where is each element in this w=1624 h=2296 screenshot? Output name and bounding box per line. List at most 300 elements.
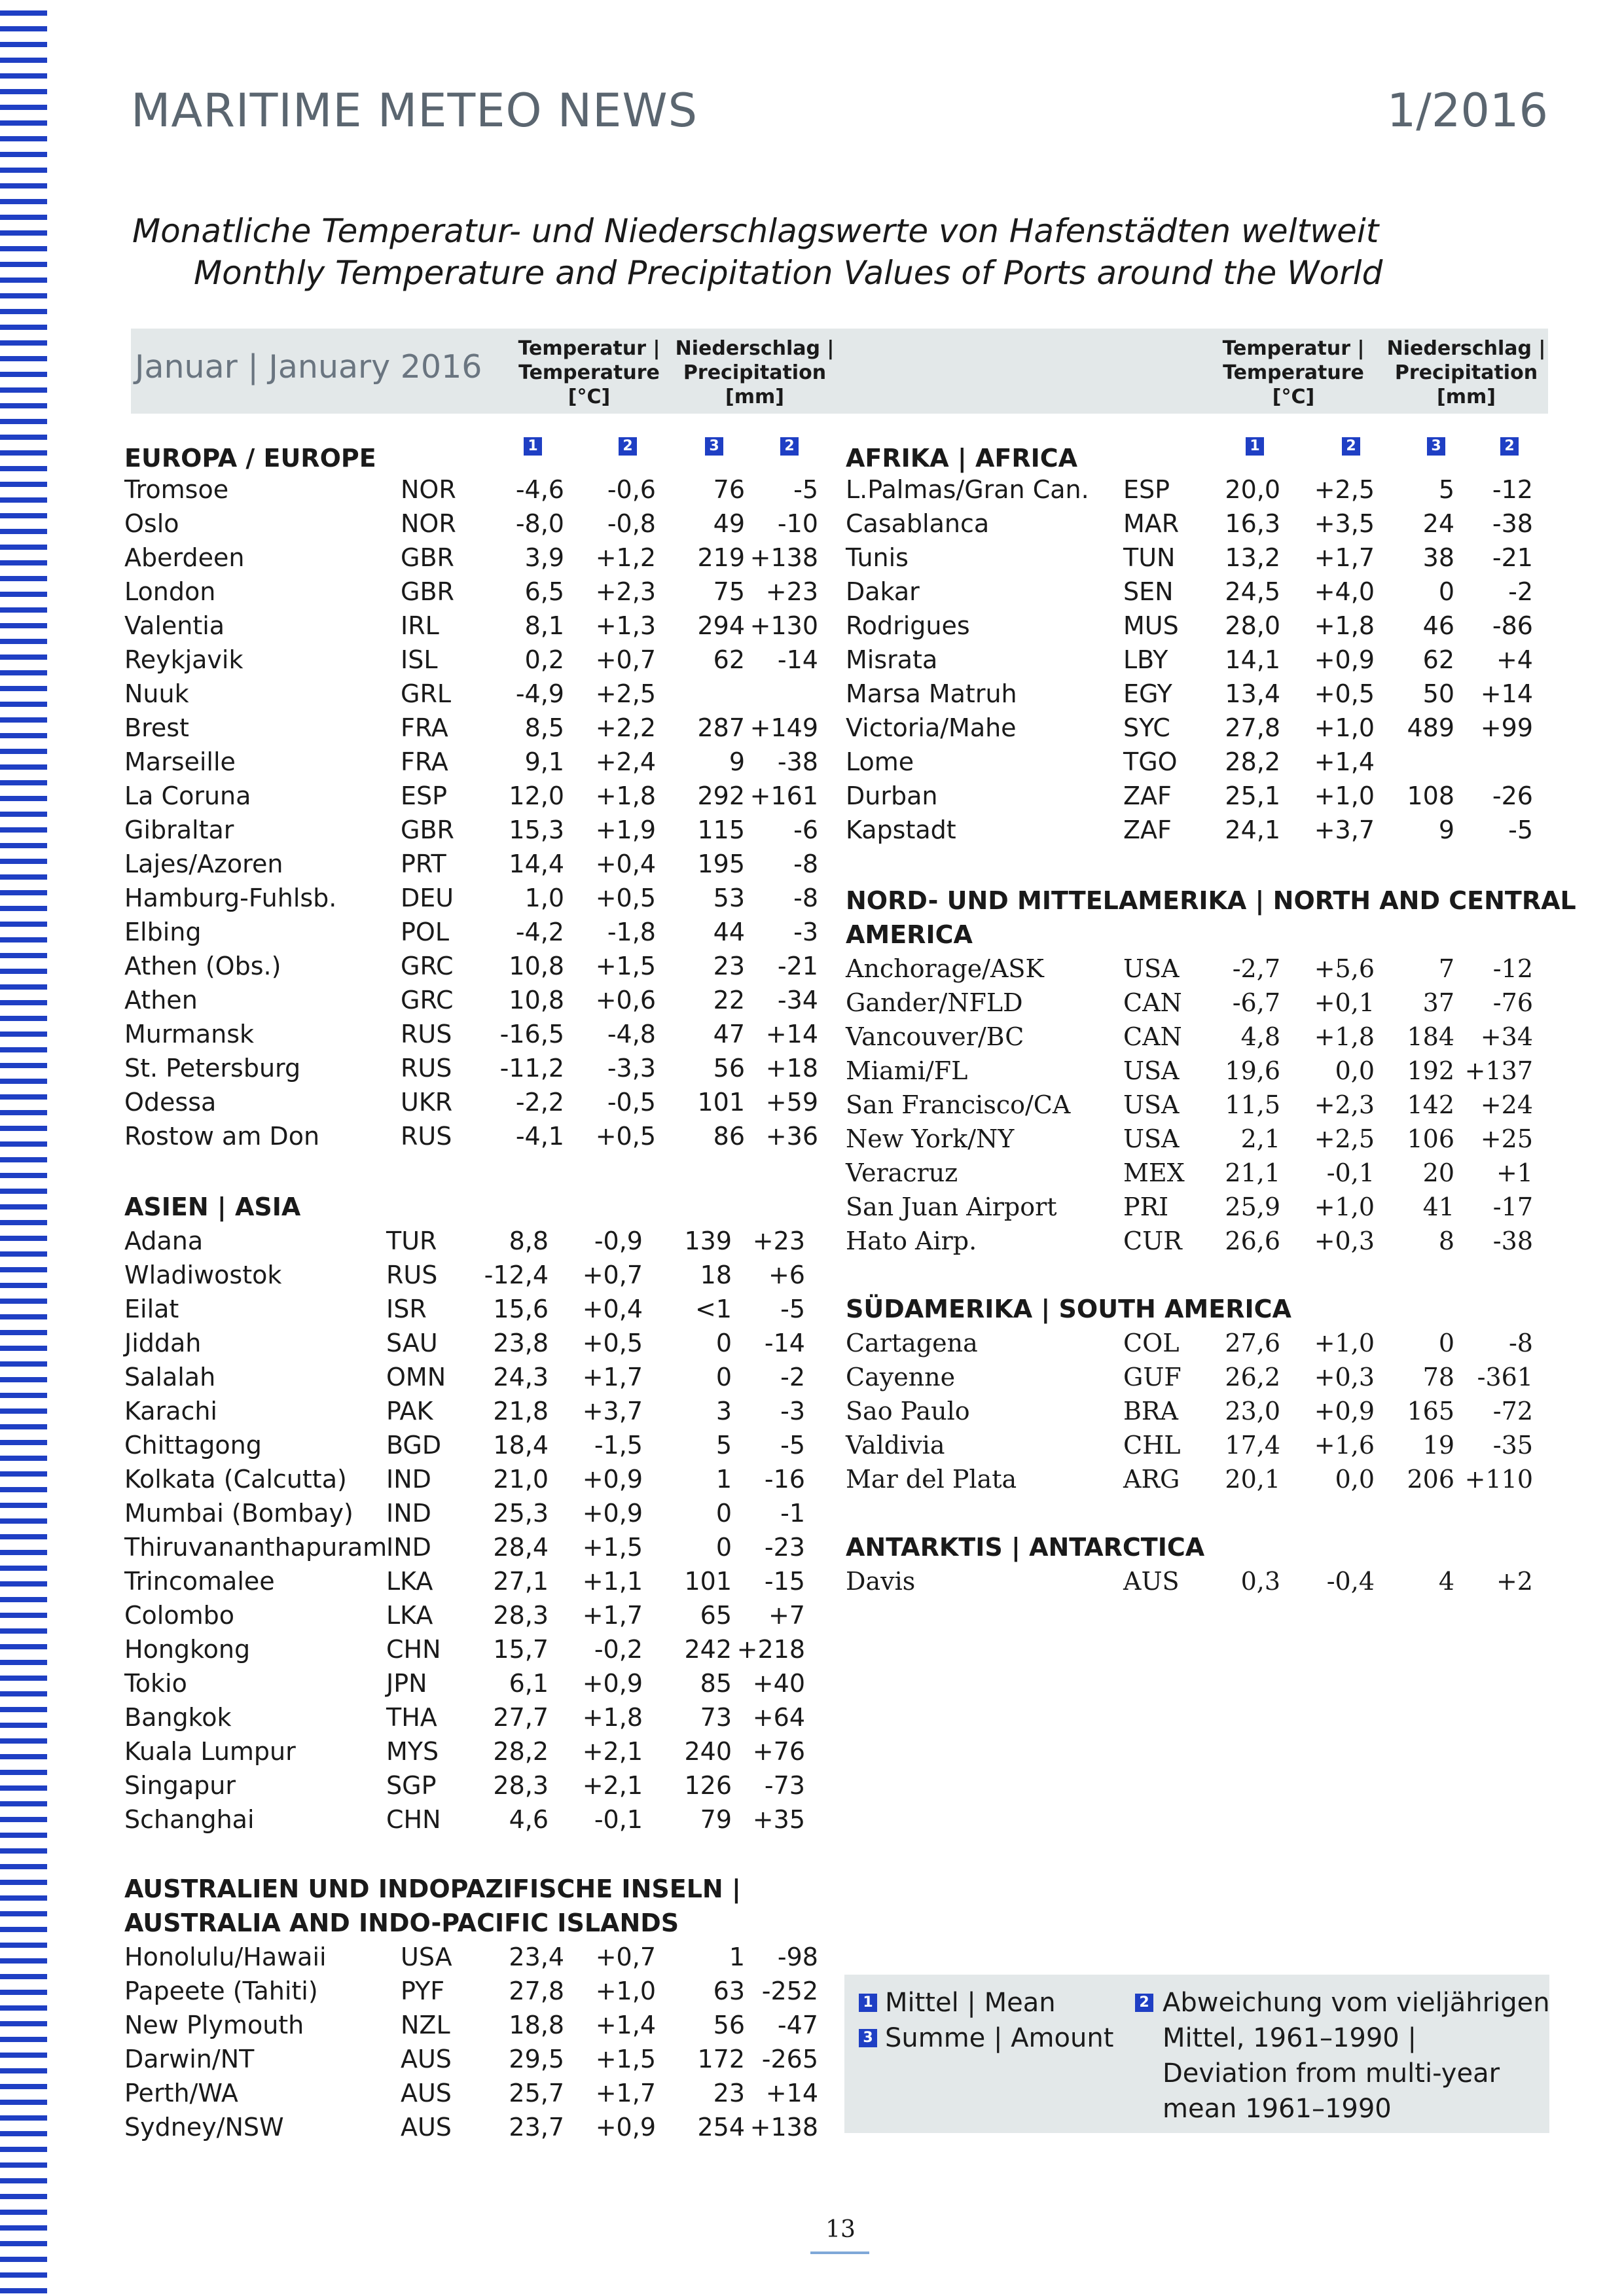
precipitation-deviation: -5: [780, 1295, 805, 1323]
precipitation-column-header-left: [663, 336, 846, 409]
precipitation-deviation: -3: [793, 918, 818, 946]
legend-deviation-line: Abweichung vom vieljährigen: [1163, 1988, 1550, 2018]
country-code: IND: [386, 1465, 431, 1494]
country-code: USA: [401, 1943, 452, 1971]
station-name: Misrata: [846, 645, 938, 674]
country-code: USA: [1123, 1056, 1180, 1085]
issue-number: 1/2016: [1386, 84, 1548, 137]
precipitation-deviation: -38: [1492, 1227, 1533, 1255]
station-name: Nuuk: [124, 679, 189, 708]
country-code: ISL: [401, 645, 438, 674]
country-code: ISR: [386, 1295, 427, 1323]
precipitation-amount: 1: [715, 1465, 732, 1494]
mean-temperature: 15,7: [493, 1635, 549, 1664]
section-title-south-america: SÜDAMERIKA | SOUTH AMERICA: [846, 1295, 1291, 1323]
precipitation-deviation: -8: [1508, 1329, 1533, 1357]
mean-temperature: 4,6: [509, 1805, 549, 1834]
precipitation-amount: 172: [697, 2045, 745, 2073]
station-name: La Coruna: [124, 781, 251, 810]
country-code: ZAF: [1123, 781, 1172, 810]
country-code: OMN: [386, 1363, 446, 1391]
temperature-deviation: +1,5: [582, 1533, 643, 1562]
station-name: Sao Paulo: [846, 1397, 970, 1426]
country-code: NOR: [401, 509, 456, 538]
precipitation-amount: 0: [1438, 1329, 1454, 1357]
station-name: Veracruz: [846, 1158, 958, 1187]
country-code: CUR: [1123, 1227, 1182, 1255]
station-name: Aberdeen: [124, 543, 245, 572]
precipitation-deviation: -86: [1492, 611, 1533, 640]
mean-temperature: 10,8: [509, 952, 564, 980]
precipitation-deviation: +137: [1464, 1056, 1533, 1085]
precipitation-deviation: -16: [764, 1465, 805, 1494]
mean-temperature: -4,9: [515, 679, 564, 708]
precipitation-amount: 75: [713, 577, 745, 606]
precipitation-amount: 101: [697, 1088, 745, 1117]
precipitation-amount: 50: [1422, 679, 1454, 708]
mean-temperature: 27,7: [493, 1703, 549, 1732]
temperature-deviation: +1,8: [1314, 611, 1375, 640]
mean-temperature: 1,0: [524, 884, 564, 912]
mean-temperature: 8,5: [524, 713, 564, 742]
precipitation-amount: 184: [1407, 1022, 1454, 1051]
precipitation-deviation: -34: [777, 986, 818, 1014]
temperature-deviation: +0,9: [1314, 1397, 1375, 1426]
mean-temperature: 11,5: [1225, 1090, 1280, 1119]
section-title-north-america-1: NORD- UND MITTELAMERIKA | NORTH AND CENTRAL: [846, 886, 1576, 915]
precipitation-amount: 101: [684, 1567, 732, 1596]
precipitation-amount: 76: [713, 475, 745, 504]
precipitation-amount: 165: [1407, 1397, 1454, 1426]
country-code: AUS: [1123, 1567, 1180, 1596]
station-name: Hongkong: [124, 1635, 251, 1664]
country-code: GRC: [401, 986, 454, 1014]
precipitation-deviation: +14: [765, 1020, 818, 1049]
country-code: AUS: [401, 2045, 452, 2073]
precipitation-deviation: -12: [1492, 954, 1533, 983]
temp-head-line-2: Temperature: [1223, 361, 1364, 384]
precipitation-amount: 108: [1407, 781, 1454, 810]
temperature-deviation: -0,1: [1326, 1158, 1375, 1187]
badge-mean: 1: [1246, 437, 1264, 456]
temperature-deviation: +0,9: [595, 2113, 656, 2142]
precipitation-amount: 219: [697, 543, 745, 572]
mean-temperature: 8,1: [524, 611, 564, 640]
temperature-deviation: +1,9: [595, 816, 656, 844]
mean-temperature: 21,0: [493, 1465, 549, 1494]
temperature-deviation: +0,6: [595, 986, 656, 1014]
country-code: GUF: [1123, 1363, 1182, 1391]
temperature-deviation: +1,5: [595, 2045, 656, 2073]
station-name: Anchorage/ASK: [846, 954, 1044, 983]
station-name: Salalah: [124, 1363, 216, 1391]
temperature-deviation: +2,2: [595, 713, 656, 742]
mean-temperature: 24,1: [1225, 816, 1280, 844]
station-name: Gibraltar: [124, 816, 234, 844]
temperature-deviation: +1,7: [1314, 543, 1375, 572]
temperature-deviation: +1,7: [582, 1363, 643, 1391]
mean-temperature: 26,2: [1225, 1363, 1280, 1391]
temperature-deviation: +1,0: [595, 1977, 656, 2005]
mean-temperature: 14,4: [509, 850, 564, 878]
precipitation-amount: 8: [1438, 1227, 1454, 1255]
precipitation-deviation: -3: [780, 1397, 805, 1426]
precipitation-amount: 62: [1422, 645, 1454, 674]
country-code: PRT: [401, 850, 446, 878]
precipitation-amount: 86: [713, 1122, 745, 1151]
legend-deviation-line: Deviation from multi-year: [1163, 2058, 1500, 2089]
country-code: ZAF: [1123, 816, 1172, 844]
precipitation-amount: 5: [715, 1431, 732, 1460]
temperature-deviation: -0,5: [607, 1088, 656, 1117]
precipitation-deviation: +130: [749, 611, 818, 640]
precipitation-deviation: +14: [765, 2079, 818, 2108]
temperature-deviation: +0,5: [595, 1122, 656, 1151]
station-name: Victoria/Mahe: [846, 713, 1017, 742]
precipitation-amount: 3: [715, 1397, 732, 1426]
precipitation-amount: 0: [715, 1363, 732, 1391]
temperature-deviation: +3,7: [582, 1397, 643, 1426]
country-code: THA: [386, 1703, 437, 1732]
station-name: Wladiwostok: [124, 1261, 282, 1289]
station-name: Hato Airp.: [846, 1227, 977, 1255]
mean-temperature: 27,8: [509, 1977, 564, 2005]
precipitation-deviation: +25: [1480, 1124, 1533, 1153]
legend-deviation-line: Mittel, 1961–1990 |: [1163, 2023, 1416, 2053]
precipitation-deviation: +110: [1464, 1465, 1533, 1494]
station-name: Colombo: [124, 1601, 234, 1630]
temperature-deviation: -0,9: [594, 1227, 643, 1255]
station-name: Lome: [846, 747, 914, 776]
country-code: SYC: [1123, 713, 1170, 742]
mean-temperature: 18,8: [509, 2011, 564, 2039]
temperature-deviation: +1,2: [595, 543, 656, 572]
temperature-deviation: -1,8: [607, 918, 656, 946]
precipitation-amount: 78: [1422, 1363, 1454, 1391]
mean-temperature: 23,8: [493, 1329, 549, 1357]
temperature-deviation: -0,2: [594, 1635, 643, 1664]
country-code: ESP: [401, 781, 448, 810]
country-code: GBR: [401, 577, 454, 606]
mean-temperature: -2,2: [515, 1088, 564, 1117]
temperature-deviation: +0,3: [1314, 1363, 1375, 1391]
mean-temperature: 23,7: [509, 2113, 564, 2142]
temperature-deviation: -0,6: [607, 475, 656, 504]
country-code: USA: [1123, 1090, 1180, 1119]
mean-temperature: 2,1: [1240, 1124, 1280, 1153]
mean-temperature: -8,0: [515, 509, 564, 538]
precipitation-deviation: -5: [780, 1431, 805, 1460]
mean-temperature: 28,3: [493, 1601, 549, 1630]
precipitation-amount: 79: [700, 1805, 732, 1834]
station-name: St. Petersburg: [124, 1054, 301, 1083]
mean-temperature: -4,6: [515, 475, 564, 504]
country-code: CHN: [386, 1635, 441, 1664]
precipitation-deviation: +36: [765, 1122, 818, 1151]
precipitation-deviation: +4: [1496, 645, 1533, 674]
precipitation-deviation: +14: [1480, 679, 1533, 708]
month-title: Januar | January 2016: [135, 348, 482, 386]
precipitation-amount: 287: [697, 713, 745, 742]
country-code: PYF: [401, 1977, 445, 2005]
country-code: SEN: [1123, 577, 1174, 606]
station-name: Elbing: [124, 918, 202, 946]
precipitation-amount: 23: [713, 2079, 745, 2108]
mean-temperature: 10,8: [509, 986, 564, 1014]
temperature-deviation: +5,6: [1314, 954, 1375, 983]
precipitation-deviation: +99: [1480, 713, 1533, 742]
mean-temperature: -4,2: [515, 918, 564, 946]
precipitation-deviation: -38: [777, 747, 818, 776]
temperature-deviation: +1,8: [1314, 1022, 1375, 1051]
mean-temperature: -6,7: [1232, 988, 1280, 1017]
precipitation-deviation: +149: [749, 713, 818, 742]
temperature-deviation: +1,5: [595, 952, 656, 980]
badge-deviation: 2: [1342, 437, 1360, 456]
country-code: UKR: [401, 1088, 453, 1117]
station-name: Tunis: [846, 543, 909, 572]
precipitation-deviation: +64: [752, 1703, 805, 1732]
precipitation-amount: 242: [684, 1635, 732, 1664]
precipitation-amount: 73: [700, 1703, 732, 1732]
precipitation-deviation: -361: [1477, 1363, 1533, 1391]
station-name: Oslo: [124, 509, 179, 538]
legend-deviation-line: mean 1961–1990: [1163, 2094, 1392, 2124]
station-name: Athen: [124, 986, 198, 1014]
country-code: BGD: [386, 1431, 442, 1460]
precipitation-deviation: -72: [1492, 1397, 1533, 1426]
temperature-deviation: +0,1: [1314, 988, 1375, 1017]
country-code: NOR: [401, 475, 456, 504]
prec-head-line-1: Niederschlag |: [1386, 337, 1546, 360]
precipitation-amount: 19: [1422, 1431, 1454, 1460]
mean-temperature: 6,1: [509, 1669, 549, 1698]
country-code: IRL: [401, 611, 439, 640]
prec-head-line-3: [mm]: [725, 386, 784, 408]
precipitation-amount: 38: [1422, 543, 1454, 572]
country-code: ARG: [1123, 1465, 1180, 1494]
station-name: Singapur: [124, 1771, 236, 1800]
section-title-north-america-2: AMERICA: [846, 920, 973, 949]
precipitation-deviation: -265: [761, 2045, 818, 2073]
precipitation-amount: 7: [1438, 954, 1454, 983]
station-name: Brest: [124, 713, 189, 742]
precipitation-amount: 206: [1407, 1465, 1454, 1494]
temperature-column-header-left: [497, 336, 681, 409]
mean-temperature: 18,4: [493, 1431, 549, 1460]
country-code: MAR: [1123, 509, 1180, 538]
precipitation-amount: 18: [700, 1261, 732, 1289]
station-name: Adana: [124, 1227, 204, 1255]
precipitation-amount: 49: [713, 509, 745, 538]
section-title-europe: EUROPA / EUROPE: [124, 444, 376, 473]
temperature-deviation: +1,8: [582, 1703, 643, 1732]
country-code: GRC: [401, 952, 454, 980]
country-code: RUS: [386, 1261, 438, 1289]
prec-head-line-2: Precipitation: [683, 361, 827, 384]
country-code: LKA: [386, 1567, 433, 1596]
country-code: GBR: [401, 543, 454, 572]
temperature-deviation: +1,4: [595, 2011, 656, 2039]
temperature-deviation: +0,5: [595, 884, 656, 912]
mean-temperature: 14,1: [1225, 645, 1280, 674]
section-title-australia-2: AUSTRALIA AND INDO-PACIFIC ISLANDS: [124, 1909, 679, 1937]
precipitation-amount: 115: [697, 816, 745, 844]
country-code: MYS: [386, 1737, 439, 1766]
precipitation-amount: 4: [1438, 1567, 1454, 1596]
precipitation-deviation: -5: [793, 475, 818, 504]
precipitation-amount: 41: [1422, 1193, 1454, 1221]
precipitation-deviation: -47: [777, 2011, 818, 2039]
temperature-deviation: -3,3: [607, 1054, 656, 1083]
country-code: SAU: [386, 1329, 438, 1357]
station-name: Karachi: [124, 1397, 217, 1426]
temperature-deviation: -1,5: [594, 1431, 643, 1460]
station-name: Valentia: [124, 611, 225, 640]
precipitation-deviation: -73: [764, 1771, 805, 1800]
precipitation-amount: 254: [697, 2113, 745, 2142]
station-name: Miami/FL: [846, 1056, 968, 1085]
precipitation-amount: 195: [697, 850, 745, 878]
prec-head-line-3: [mm]: [1437, 386, 1496, 408]
mean-temperature: 25,7: [509, 2079, 564, 2108]
station-name: Kolkata (Calcutta): [124, 1465, 347, 1494]
precipitation-deviation: -8: [793, 884, 818, 912]
badge-amount: 3: [1427, 437, 1445, 456]
station-name: Kapstadt: [846, 816, 956, 844]
temperature-deviation: +1,8: [595, 781, 656, 810]
section-title-asia: ASIEN | ASIA: [124, 1193, 301, 1221]
precipitation-amount: 65: [700, 1601, 732, 1630]
temperature-column-header-right: [1202, 336, 1385, 409]
mean-temperature: 3,9: [524, 543, 564, 572]
station-name: Vancouver/BC: [846, 1022, 1024, 1051]
precipitation-deviation: -5: [1508, 816, 1533, 844]
country-code: FRA: [401, 747, 448, 776]
precipitation-amount: 22: [713, 986, 745, 1014]
country-code: LBY: [1123, 645, 1168, 674]
mean-temperature: 16,3: [1225, 509, 1280, 538]
precipitation-amount: 23: [713, 952, 745, 980]
precipitation-deviation: -15: [764, 1567, 805, 1596]
page-number: 13: [825, 2216, 856, 2243]
temp-head-line-1: Temperatur |: [518, 337, 660, 360]
mean-temperature: 0,3: [1240, 1567, 1280, 1596]
precipitation-deviation: +1: [1496, 1158, 1533, 1187]
country-code: AUS: [401, 2113, 452, 2142]
mean-temperature: 25,1: [1225, 781, 1280, 810]
station-name: Kuala Lumpur: [124, 1737, 296, 1766]
station-name: Dakar: [846, 577, 920, 606]
temperature-deviation: +0,9: [582, 1499, 643, 1528]
precipitation-deviation: +218: [736, 1635, 805, 1664]
temperature-deviation: -0,1: [594, 1805, 643, 1834]
mean-temperature: -4,1: [515, 1122, 564, 1151]
precipitation-amount: 292: [697, 781, 745, 810]
publication-title: MARITIME METEO NEWS: [131, 84, 698, 137]
country-code: COL: [1123, 1329, 1180, 1357]
station-name: Reykjavik: [124, 645, 244, 674]
country-code: CHL: [1123, 1431, 1181, 1460]
mean-temperature: 0,2: [524, 645, 564, 674]
precipitation-deviation: +24: [1480, 1090, 1533, 1119]
country-code: MEX: [1123, 1158, 1185, 1187]
country-code: IND: [386, 1533, 431, 1562]
temperature-deviation: +2,5: [1314, 475, 1375, 504]
temperature-deviation: +4,0: [1314, 577, 1375, 606]
station-name: Schanghai: [124, 1805, 255, 1834]
country-code: LKA: [386, 1601, 433, 1630]
temperature-deviation: +3,5: [1314, 509, 1375, 538]
precipitation-amount: 56: [713, 2011, 745, 2039]
temperature-deviation: +1,0: [1314, 713, 1375, 742]
precipitation-amount: 0: [715, 1329, 732, 1357]
station-name: Honolulu/Hawaii: [124, 1943, 327, 1971]
prec-head-line-2: Precipitation: [1394, 361, 1538, 384]
temperature-deviation: +0,7: [595, 645, 656, 674]
precipitation-deviation: -2: [1508, 577, 1533, 606]
mean-temperature: 29,5: [509, 2045, 564, 2073]
country-code: USA: [1123, 954, 1180, 983]
mean-temperature: 6,5: [524, 577, 564, 606]
precipitation-deviation: -2: [780, 1363, 805, 1391]
precipitation-deviation: -1: [780, 1499, 805, 1528]
precipitation-amount: 5: [1438, 475, 1454, 504]
country-code: IND: [386, 1499, 431, 1528]
station-name: Mar del Plata: [846, 1465, 1017, 1494]
temp-head-line-1: Temperatur |: [1222, 337, 1365, 360]
precipitation-deviation: -17: [1492, 1193, 1533, 1221]
temperature-deviation: +2,3: [595, 577, 656, 606]
legend-mean-label: Mittel | Mean: [885, 1988, 1056, 2018]
mean-temperature: 4,8: [1240, 1022, 1280, 1051]
section-title-australia-1: AUSTRALIEN UND INDOPAZIFISCHE INSELN |: [124, 1874, 741, 1903]
temperature-deviation: +0,9: [1314, 645, 1375, 674]
temperature-deviation: +2,5: [595, 679, 656, 708]
temperature-deviation: 0,0: [1335, 1056, 1375, 1085]
mean-temperature: 20,1: [1225, 1465, 1280, 1494]
precipitation-amount: 126: [684, 1771, 732, 1800]
station-name: Rodrigues: [846, 611, 970, 640]
mean-temperature: 20,0: [1225, 475, 1280, 504]
badge-mean: 1: [524, 437, 542, 456]
precipitation-amount: 37: [1422, 988, 1454, 1017]
station-name: Murmansk: [124, 1020, 255, 1049]
mean-temperature: 28,2: [1225, 747, 1280, 776]
station-name: Perth/WA: [124, 2079, 238, 2108]
legend-badge-deviation: 2: [1135, 1994, 1153, 2012]
temp-head-line-3: [°C]: [568, 386, 611, 408]
country-code: PRI: [1123, 1193, 1169, 1221]
temperature-deviation: +1,0: [1314, 1193, 1375, 1221]
temperature-deviation: +0,5: [1314, 679, 1375, 708]
badge-deviation: 2: [619, 437, 637, 456]
country-code: GBR: [401, 816, 454, 844]
precipitation-deviation: -26: [1492, 781, 1533, 810]
station-name: Athen (Obs.): [124, 952, 281, 980]
section-title-africa: AFRIKA | AFRICA: [846, 444, 1078, 473]
temperature-deviation: +1,7: [595, 2079, 656, 2108]
country-code: ESP: [1123, 475, 1170, 504]
mean-temperature: 28,4: [493, 1533, 549, 1562]
temperature-deviation: +2,3: [1314, 1090, 1375, 1119]
station-name: Lajes/Azoren: [124, 850, 283, 878]
precipitation-deviation: +138: [749, 2113, 818, 2142]
temperature-deviation: +1,6: [1314, 1431, 1375, 1460]
mean-temperature: 19,6: [1225, 1056, 1280, 1085]
temperature-deviation: +1,7: [582, 1601, 643, 1630]
station-name: Sydney/NSW: [124, 2113, 284, 2142]
